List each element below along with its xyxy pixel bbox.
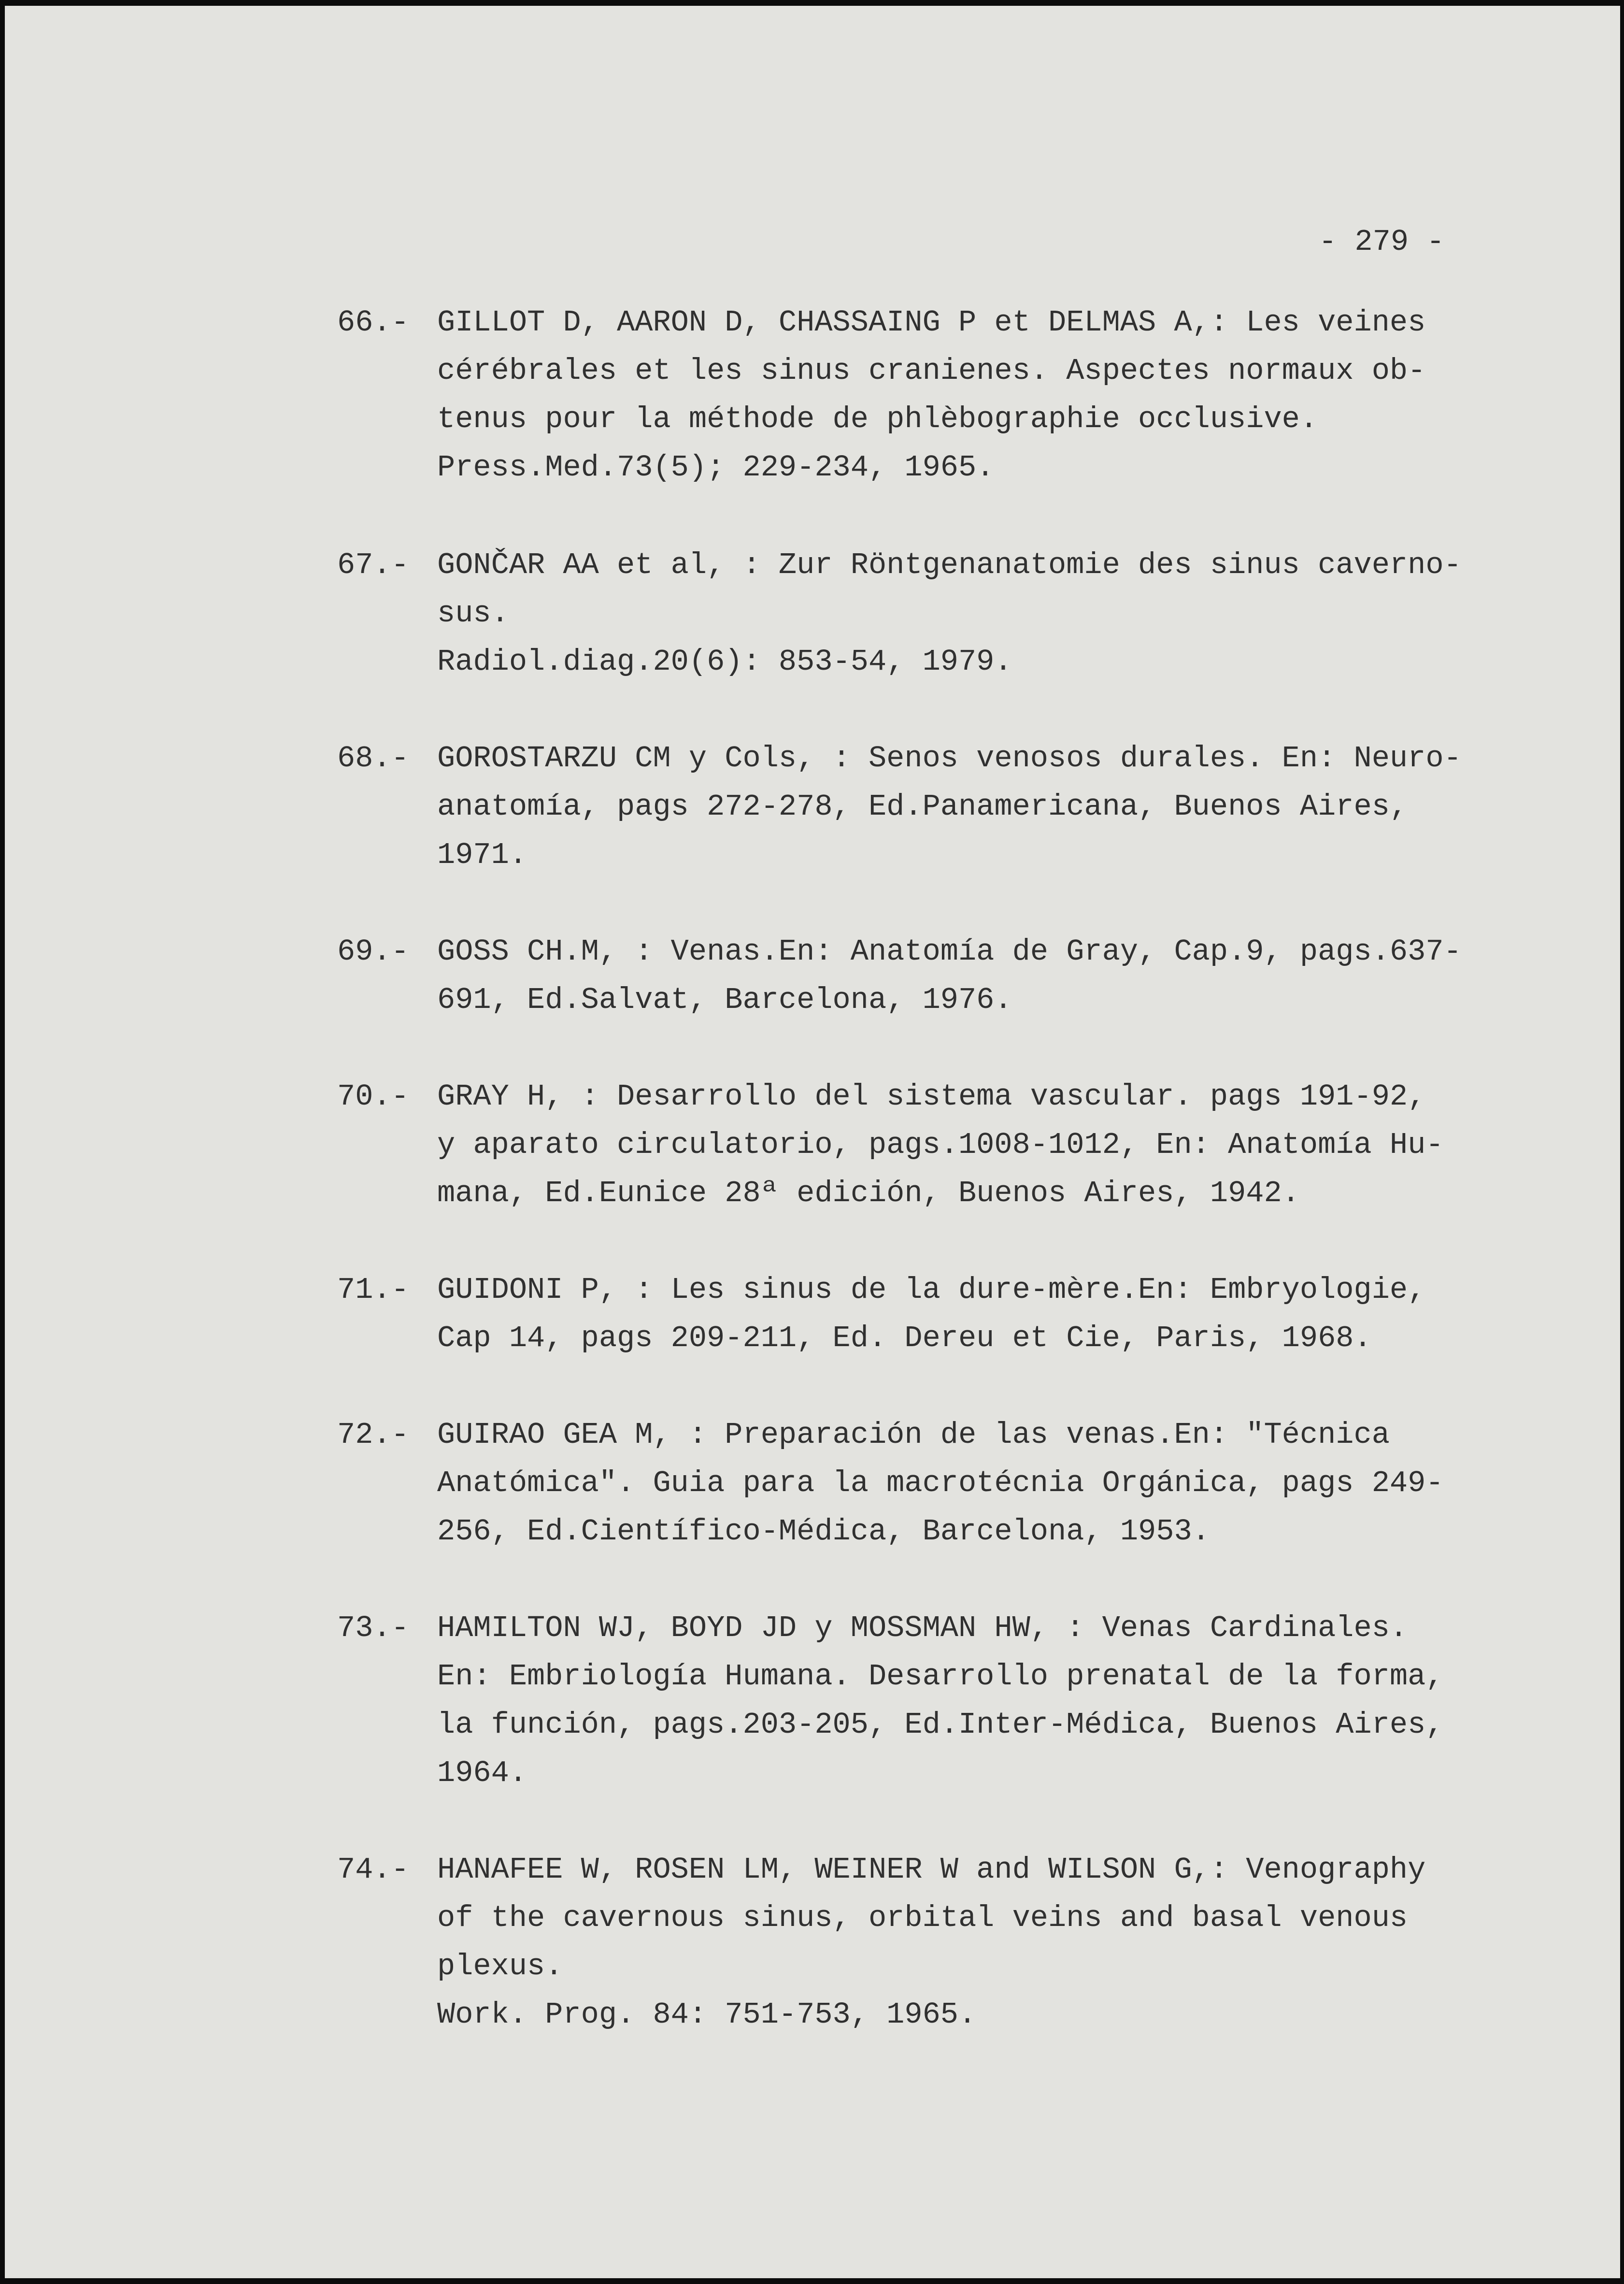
- reference-text-line: Work. Prog. 84: 751-753, 1965.: [437, 1997, 977, 2032]
- reference-text-line: plexus.: [437, 1949, 563, 1983]
- reference-number: 66.-: [337, 305, 409, 340]
- reference-text-line: of the cavernous sinus, orbital veins and basal venous: [437, 1901, 1408, 1935]
- page-number: - 279 -: [1319, 225, 1445, 259]
- reference-number: 73.-: [337, 1611, 409, 1645]
- reference-text-line: GUIRAO GEA M, : Preparación de las venas.En: "Técnica: [437, 1418, 1390, 1452]
- reference-text-line: 256, Ed.Científico-Médica, Barcelona, 1953.: [437, 1514, 1210, 1549]
- reference-text-line: GUIDONI P, : Les sinus de la dure-mère.En: Embryologie,: [437, 1273, 1426, 1307]
- reference-text-line: Anatómica". Guia para la macrotécnia Orgánica, pags 249-: [437, 1466, 1444, 1500]
- reference-text-line: GRAY H, : Desarrollo del sistema vascular. pags 191-92,: [437, 1079, 1426, 1114]
- document-page: [5, 6, 1620, 2278]
- reference-number: 68.-: [337, 741, 409, 776]
- reference-text-line: GOROSTARZU CM y Cols, : Senos venosos durales. En: Neuro-: [437, 741, 1462, 776]
- reference-text-line: mana, Ed.Eunice 28ª edición, Buenos Aires, 1942.: [437, 1176, 1300, 1210]
- reference-text-line: HAMILTON WJ, BOYD JD y MOSSMAN HW, : Venas Cardinales.: [437, 1611, 1408, 1645]
- reference-text-line: 1964.: [437, 1756, 527, 1790]
- reference-text-line: Press.Med.73(5); 229-234, 1965.: [437, 450, 995, 485]
- reference-text-line: HANAFEE W, ROSEN LM, WEINER W and WILSON G,: Venography: [437, 1853, 1426, 1887]
- reference-text-line: 1971.: [437, 838, 527, 872]
- reference-text-line: y aparato circulatorio, pags.1008-1012, En: Anatomía Hu-: [437, 1128, 1444, 1162]
- reference-text-line: cérébrales et les sinus cranienes. Aspectes normaux ob-: [437, 354, 1426, 388]
- reference-list: [5, 6, 1620, 2278]
- reference-number: 71.-: [337, 1273, 409, 1307]
- reference-text-line: GONČAR AA et al, : Zur Röntgenanatomie des sinus caverno-: [437, 548, 1462, 582]
- reference-text-line: sus.: [437, 596, 509, 631]
- reference-text-line: GILLOT D, AARON D, CHASSAING P et DELMAS A,: Les veines: [437, 305, 1426, 340]
- reference-number: 74.-: [337, 1853, 409, 1887]
- reference-text-line: En: Embriología Humana. Desarrollo prenatal de la forma,: [437, 1659, 1444, 1694]
- reference-number: 69.-: [337, 934, 409, 969]
- reference-text-line: anatomía, pags 272-278, Ed.Panamericana, Buenos Aires,: [437, 790, 1408, 824]
- reference-number: 67.-: [337, 548, 409, 582]
- reference-text-line: Cap 14, pags 209-211, Ed. Dereu et Cie, Paris, 1968.: [437, 1321, 1372, 1355]
- reference-text-line: 691, Ed.Salvat, Barcelona, 1976.: [437, 983, 1012, 1017]
- reference-text-line: GOSS CH.M, : Venas.En: Anatomía de Gray, Cap.9, pags.637-: [437, 934, 1462, 969]
- reference-number: 72.-: [337, 1418, 409, 1452]
- reference-text-line: la función, pags.203-205, Ed.Inter-Médica, Buenos Aires,: [437, 1708, 1444, 1742]
- reference-text-line: tenus pour la méthode de phlèbographie occlusive.: [437, 402, 1318, 436]
- reference-text-line: Radiol.diag.20(6): 853-54, 1979.: [437, 645, 1012, 679]
- reference-number: 70.-: [337, 1079, 409, 1114]
